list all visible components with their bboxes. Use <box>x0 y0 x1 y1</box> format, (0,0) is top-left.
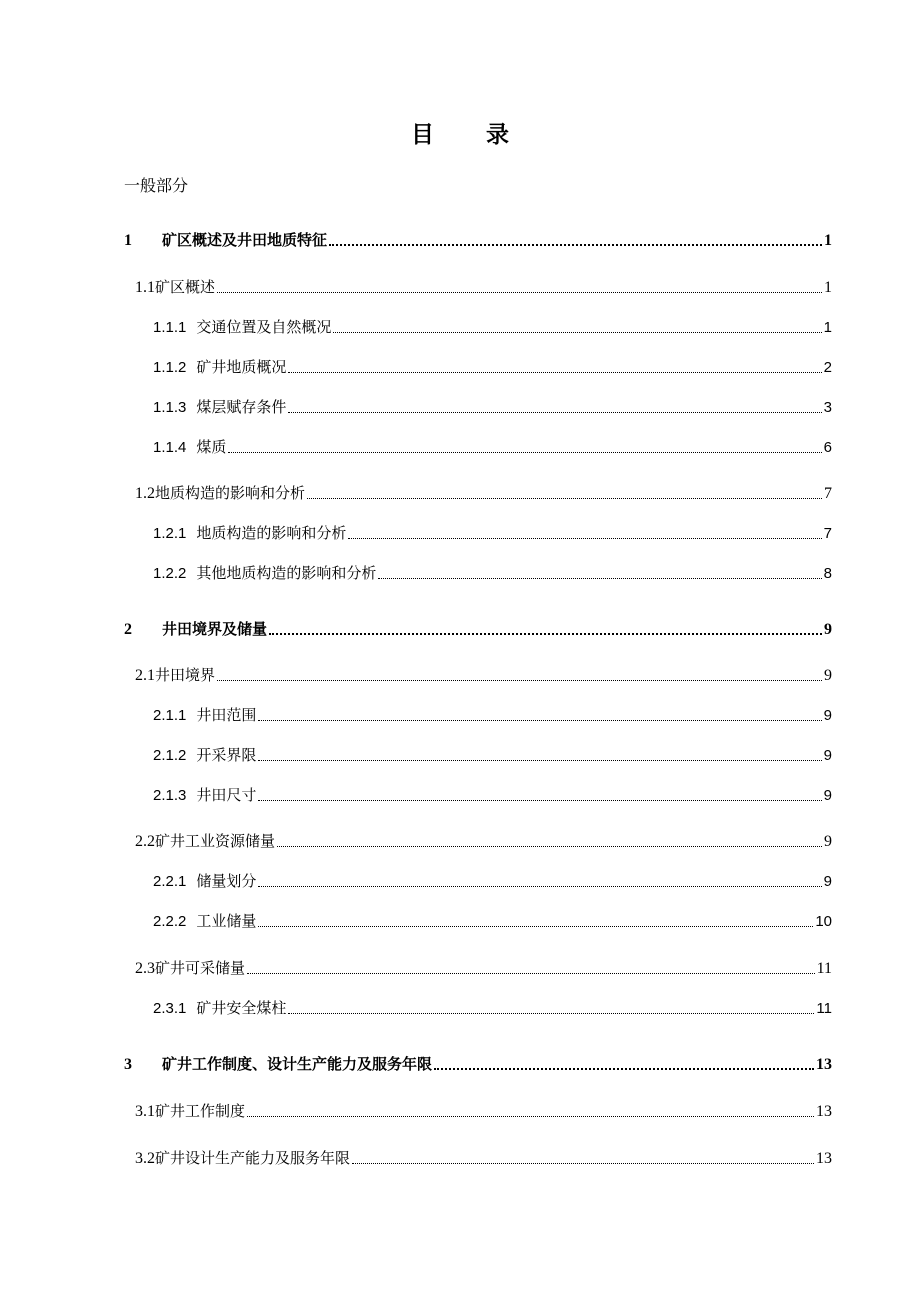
toc-dot-leader <box>258 886 821 887</box>
toc-entry-3-2[interactable] <box>135 1147 832 1168</box>
toc-entry-1-1-2[interactable] <box>153 356 832 377</box>
toc-entry-1[interactable] <box>124 229 832 250</box>
toc-dot-leader <box>258 760 821 761</box>
toc-entry-3-1[interactable] <box>135 1100 832 1121</box>
toc-entry-number: 1.2.1 <box>153 525 187 542</box>
toc-entry-2-2[interactable] <box>135 830 832 851</box>
toc-entry-title: 矿区概述 <box>155 278 216 296</box>
toc-entry-title: 地质构造的影响和分析 <box>196 524 347 542</box>
toc-entry-2-1-1[interactable] <box>153 704 832 725</box>
toc-dot-leader <box>247 973 815 974</box>
toc-dot-leader <box>258 800 821 801</box>
toc-entry-page: 9 <box>823 787 832 804</box>
toc-entry-title: 井田范围 <box>196 706 257 724</box>
toc-entry-number: 3 <box>124 1056 132 1073</box>
toc-entry-title: 煤层赋存条件 <box>196 398 287 416</box>
toc-entry-page: 1 <box>824 232 832 249</box>
toc-entry-page: 9 <box>824 667 832 684</box>
toc-entry-number: 2 <box>124 621 132 638</box>
toc-entry-2-1[interactable] <box>135 664 832 685</box>
toc-dot-leader <box>288 412 821 413</box>
toc-entry-1-1[interactable] <box>135 276 832 297</box>
toc-entry-title: 煤质 <box>196 438 227 456</box>
toc-entry-page: 13 <box>816 1103 832 1120</box>
toc-dot-leader <box>333 332 821 333</box>
toc-entry-title: 开采界限 <box>196 746 257 764</box>
toc-entry-title: 储量划分 <box>196 872 257 890</box>
toc-entry-number: 3.2 <box>135 1150 155 1167</box>
toc-dot-leader <box>258 926 813 927</box>
toc-dot-leader <box>228 452 821 453</box>
toc-entry-number: 2.1.1 <box>153 707 187 724</box>
toc-entry-number: 1.1.3 <box>153 399 187 416</box>
toc-entry-2-1-2[interactable] <box>153 744 832 765</box>
toc-entry-title: 矿井设计生产能力及服务年限 <box>155 1149 351 1167</box>
toc-entry-title: 地质构造的影响和分析 <box>155 484 306 502</box>
toc-entry-number: 1.1.4 <box>153 439 187 456</box>
toc-entry-page: 9 <box>823 747 832 764</box>
toc-entry-1-1-3[interactable] <box>153 396 832 417</box>
toc-entry-number: 2.1.3 <box>153 787 187 804</box>
toc-dot-leader <box>288 372 821 373</box>
toc-entry-2-2-2[interactable] <box>153 910 832 931</box>
toc-dot-leader <box>352 1163 814 1164</box>
toc-entry-number: 1.2 <box>135 485 155 502</box>
toc-entry-title: 矿区概述及井田地质特征 <box>162 231 328 249</box>
page-title <box>0 116 920 149</box>
toc-entry-page: 9 <box>823 873 832 890</box>
toc-entry-number: 2.1 <box>135 667 155 684</box>
toc-entry-page: 13 <box>816 1056 832 1073</box>
toc-dot-leader <box>307 498 822 499</box>
toc-entry-number: 1.1.2 <box>153 359 187 376</box>
toc-entry-page: 7 <box>824 485 832 502</box>
toc-entry-title: 矿井工作制度 <box>155 1102 246 1120</box>
toc-entry-number: 2.3.1 <box>153 1000 187 1017</box>
toc-entry-title: 矿井地质概况 <box>196 358 287 376</box>
toc-entry-page: 1 <box>824 279 832 296</box>
toc-entry-1-2[interactable] <box>135 482 832 503</box>
toc-entry-page: 9 <box>824 621 832 638</box>
toc-entry-title: 井田尺寸 <box>196 786 257 804</box>
toc-entry-number: 3.1 <box>135 1103 155 1120</box>
toc-dot-leader <box>247 1116 814 1117</box>
toc-entry-title: 交通位置及自然概况 <box>196 318 332 336</box>
toc-entry-number: 1.1.1 <box>153 319 187 336</box>
toc-entry-title: 矿井工业资源储量 <box>155 832 276 850</box>
toc-dot-leader <box>217 680 822 681</box>
toc-entry-title: 井田境界及储量 <box>162 620 268 638</box>
toc-entry-page: 3 <box>823 399 832 416</box>
toc-entry-2-2-1[interactable] <box>153 870 832 891</box>
toc-entry-page: 2 <box>823 359 832 376</box>
toc-entry-1-1-1[interactable] <box>153 316 832 337</box>
toc-entry-1-1-4[interactable] <box>153 436 832 457</box>
toc-dot-leader <box>258 720 821 721</box>
toc-entry-number: 1.2.2 <box>153 565 187 582</box>
toc-entry-number: 2.2 <box>135 833 155 850</box>
toc-entry-3[interactable] <box>124 1053 832 1074</box>
toc-dot-leader <box>217 292 822 293</box>
toc-entry-page: 1 <box>823 319 832 336</box>
toc-entry-number: 1.1 <box>135 279 155 296</box>
toc-entry-2-3-1[interactable] <box>153 997 832 1018</box>
toc-dot-leader <box>434 1068 814 1070</box>
toc-entry-title: 井田境界 <box>155 666 216 684</box>
toc-entry-2-3[interactable] <box>135 957 832 978</box>
toc-dot-leader <box>277 846 822 847</box>
toc-entry-page: 10 <box>815 913 832 930</box>
toc-entry-page: 6 <box>823 439 832 456</box>
toc-entry-number: 1 <box>124 232 132 249</box>
title-char-1: 目 <box>411 121 434 148</box>
title-char-2: 录 <box>486 121 509 148</box>
toc-dot-leader <box>288 1013 814 1014</box>
toc-entry-title: 矿井安全煤柱 <box>196 999 287 1017</box>
toc-entry-title: 工业储量 <box>196 912 257 930</box>
toc-entry-page: 11 <box>816 1000 832 1017</box>
section-label: 一般部分 <box>124 176 189 195</box>
toc-entry-2-1-3[interactable] <box>153 784 832 805</box>
toc-dot-leader <box>269 633 822 635</box>
toc-entry-number: 2.3 <box>135 960 155 977</box>
toc-entry-number: 2.2.2 <box>153 913 187 930</box>
toc-entry-page: 13 <box>816 1150 832 1167</box>
toc-entry-page: 9 <box>824 833 832 850</box>
toc-entry-page: 11 <box>816 960 832 977</box>
toc-entry-number: 2.1.2 <box>153 747 187 764</box>
toc-dot-leader <box>348 538 821 539</box>
toc-entry-1-2-1[interactable] <box>153 522 832 543</box>
toc-entry-1-2-2[interactable] <box>153 562 832 583</box>
toc-entry-page: 9 <box>823 707 832 724</box>
toc-entry-title: 矿井可采储量 <box>155 959 246 977</box>
toc-dot-leader <box>378 578 821 579</box>
toc-entry-2[interactable] <box>124 618 832 639</box>
toc-entry-page: 8 <box>823 565 832 582</box>
toc-entry-number: 2.2.1 <box>153 873 187 890</box>
toc-entry-page: 7 <box>823 525 832 542</box>
toc-entry-title: 矿井工作制度、设计生产能力及服务年限 <box>162 1055 433 1073</box>
toc-dot-leader <box>329 244 822 246</box>
toc-entry-title: 其他地质构造的影响和分析 <box>196 564 377 582</box>
